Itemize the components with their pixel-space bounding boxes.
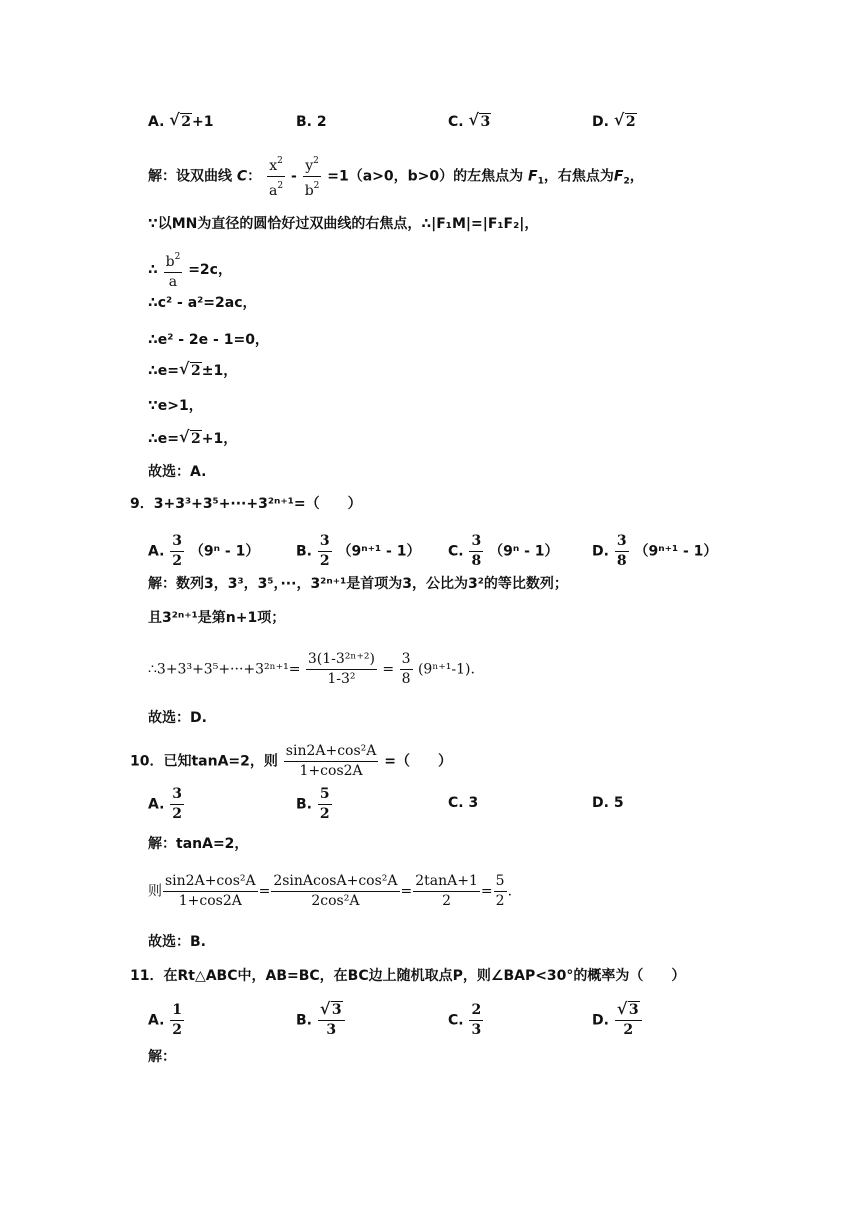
q8-option-a-label: A. [148, 114, 165, 130]
exp: 2 [174, 252, 181, 262]
radicand: 2 [190, 363, 201, 379]
frac-num: 1 [170, 1001, 184, 1021]
equals: = [400, 883, 413, 900]
exp: 2 [313, 181, 320, 191]
radicand: 2 [190, 431, 201, 447]
q11-option-d [592, 1001, 643, 1040]
fraction [469, 1001, 483, 1040]
q11-option-c-label: C. [448, 1012, 464, 1029]
q8-line6-pre: ∴e= [148, 363, 179, 379]
frac-num: 3 [170, 785, 184, 805]
q9-option-b-tail: （9ⁿ⁺¹ - 1） [337, 543, 421, 560]
q10-option-a [148, 785, 185, 824]
fraction [170, 785, 184, 824]
q8-solution-line7: ∵e>1， [148, 398, 203, 414]
q9-option-d-tail: （9ⁿ⁺¹ - 1） [634, 543, 718, 560]
q9-sum-lhs: ∴3+3³+3⁵+···+3²ⁿ⁺¹= [148, 661, 301, 678]
fraction [318, 785, 332, 824]
equals: = [382, 661, 395, 678]
fraction-y2-b2 [303, 152, 322, 201]
q9-solution-line1: 解：数列3，3³，3⁵，···，3²ⁿ⁺¹是首项为3，公比为3²的等比数列； [148, 576, 568, 592]
radicand: 3 [628, 1002, 639, 1018]
q9-solution-sum [148, 650, 475, 689]
q8-option-d-label: D. [592, 114, 609, 130]
frac-den: 2 [172, 806, 183, 822]
fraction [306, 650, 377, 689]
radicand: 2 [625, 114, 636, 130]
sqrt-symbol [614, 112, 637, 132]
q9-option-c [448, 532, 559, 571]
frac-num [615, 1001, 642, 1021]
q9-option-a-label: A. [148, 543, 165, 560]
q9-option-b-label: B. [296, 543, 312, 560]
q9-stem: 9．3+3³+3⁵+···+3²ⁿ⁺¹=（ ） [130, 496, 362, 512]
frac-den: 1-3² [327, 671, 356, 687]
frac-num: 2sinAcosA+cos²A [271, 872, 399, 892]
q10-option-d: D. 5 [592, 795, 624, 811]
q10-option-a-label: A. [148, 796, 165, 813]
frac-den: 8 [471, 553, 482, 569]
frac-den: 2 [623, 1022, 634, 1038]
fraction [318, 532, 332, 571]
q9-option-b [296, 532, 420, 571]
frac-den: 2 [319, 553, 330, 569]
frac-den: 3 [471, 1022, 482, 1038]
fraction [413, 872, 480, 911]
q9-result-tail: (9ⁿ⁺¹-1). [417, 661, 475, 678]
frac-num [267, 152, 285, 177]
frac-den: 1+cos2A [299, 763, 363, 779]
frac-num: 3 [170, 532, 184, 552]
frac-den: 2 [172, 553, 183, 569]
frac-den [303, 177, 322, 201]
equals: = [480, 883, 493, 900]
q8-solution-line5: ∴e² - 2e - 1=0， [148, 332, 269, 348]
q8-option-d [592, 112, 637, 132]
q9-solution-line2: 且3²ⁿ⁺¹是第n+1项； [148, 610, 286, 626]
frac-num: 3 [469, 532, 483, 552]
frac-den: 2 [172, 1022, 183, 1038]
q9-option-c-tail: （9ⁿ - 1） [489, 543, 559, 560]
q8-option-a-tail: +1 [192, 114, 214, 130]
fraction-b2-a [164, 248, 183, 292]
frac-den: a [168, 274, 178, 290]
frac-den: 2 [442, 893, 452, 909]
q8-solution-line1 [148, 152, 644, 201]
frac-num: 5 [494, 872, 507, 892]
q11-option-a-label: A. [148, 1012, 165, 1029]
q9-options-row [148, 532, 718, 572]
fraction [170, 1001, 184, 1040]
q8-condition: =1（a>0，b>0）的左焦点为 [327, 168, 524, 185]
colon: ： [247, 168, 262, 185]
q8-option-b: B. 2 [296, 114, 327, 130]
sqrt-symbol [179, 429, 202, 449]
sub: 2 [623, 176, 630, 187]
fraction [284, 742, 379, 781]
fraction [494, 872, 507, 911]
radicand: 3 [480, 114, 491, 130]
q10-sol2-pre: 则 [148, 883, 162, 900]
q10-option-b [296, 785, 333, 824]
frac-num: 3(1-3²ⁿ⁺²) [306, 650, 377, 670]
q10-solution-line1: 解：tanA=2， [148, 836, 249, 852]
q10-stem [130, 742, 452, 781]
radicand: 3 [331, 1002, 342, 1018]
q8-solution-line4: ∴c² - a²=2ac， [148, 295, 257, 311]
focus-f2: F [613, 168, 624, 185]
q8-option-c-label: C. [448, 114, 464, 130]
q9-option-d-label: D. [592, 543, 609, 560]
q8-mid-text: ，右焦点为 [543, 168, 614, 185]
exp: 2 [277, 156, 283, 166]
frac-den: 2cos²A [311, 893, 360, 909]
q8-line8-pre: ∴e= [148, 431, 179, 447]
sqrt-symbol [169, 112, 192, 132]
q8-solution-line6 [148, 361, 237, 381]
exp: 2 [313, 156, 319, 166]
q8-solution-line3 [148, 248, 232, 292]
fraction [615, 1001, 642, 1040]
q8-solution-line2: ∵以MN为直径的圆恰好过双曲线的右焦点，∴|F₁M|=|F₁F₂|， [148, 216, 539, 232]
q11-option-b-label: B. [296, 1012, 312, 1029]
fraction [400, 650, 413, 689]
fraction [163, 872, 258, 911]
sqrt-symbol [320, 1001, 343, 1020]
frac-num: 3 [318, 532, 332, 552]
fraction [271, 872, 399, 911]
var-x: x [269, 158, 278, 174]
fraction [469, 532, 483, 571]
q10-option-b-label: B. [296, 796, 312, 813]
q8-line3-post: =2c， [188, 262, 232, 278]
q11-option-c [448, 1001, 484, 1040]
frac-den: 8 [401, 671, 411, 687]
fraction-x2-a2 [267, 152, 285, 201]
q8-line6-post: ±1， [201, 363, 238, 379]
q11-option-a [148, 1001, 185, 1040]
var-a: a [269, 183, 278, 199]
q10-stem-pre: 10．已知tanA=2，则 [130, 753, 278, 770]
sqrt-symbol [468, 112, 491, 132]
q8-answer: 故选：A. [148, 464, 207, 480]
frac-den: 3 [326, 1022, 337, 1038]
var-b: b [304, 183, 314, 199]
q8-option-a [148, 112, 214, 132]
q11-option-d-label: D. [592, 1012, 609, 1029]
equals: = [258, 883, 271, 900]
minus: - [291, 168, 297, 185]
q8-sol-prefix: 解：设双曲线 [148, 168, 232, 185]
var-b: b [165, 254, 175, 270]
focus-f1: F [528, 168, 538, 185]
sqrt-symbol [617, 1001, 640, 1020]
q10-options-row [148, 785, 708, 825]
frac-num [164, 248, 183, 273]
radicand: 2 [181, 114, 192, 130]
frac-num: 2 [469, 1001, 483, 1021]
frac-num: 3 [615, 532, 629, 552]
frac-den: 2 [319, 806, 330, 822]
frac-num: 5 [318, 785, 332, 805]
q11-stem: 11．在Rt△ABC中，AB=BC，在BC边上随机取点P，则∠BAP<30°的概率为（ ） [130, 968, 686, 984]
q8-solution-line8 [148, 429, 237, 449]
period: . [507, 883, 513, 900]
var-y: y [305, 158, 314, 174]
frac-num: sin2A+cos²A [284, 742, 379, 762]
q9-answer: 故选：D. [148, 710, 207, 726]
q8-line8-post: +1， [201, 431, 238, 447]
fraction [615, 532, 629, 571]
frac-den: 1+cos2A [178, 893, 242, 909]
q10-solution-line2 [148, 872, 512, 911]
frac-den: 8 [616, 553, 627, 569]
q11-options-row [148, 1001, 708, 1041]
fraction [170, 532, 184, 571]
q10-stem-post: =（ ） [384, 753, 452, 770]
q9-option-c-label: C. [448, 543, 464, 560]
therefore: ∴ [148, 262, 158, 278]
q9-option-d [592, 532, 717, 571]
frac-num: 2tanA+1 [413, 872, 480, 892]
sub: 1 [537, 176, 544, 187]
exp: 2 [277, 181, 284, 191]
q9-option-a-tail: （9ⁿ - 1） [189, 543, 260, 560]
q9-option-a [148, 532, 259, 571]
frac-num [303, 152, 322, 177]
fraction [318, 1001, 345, 1040]
frac-den: 2 [495, 893, 505, 909]
q8-option-c [448, 112, 491, 132]
frac-den [267, 177, 285, 201]
q11-option-b [296, 1001, 346, 1040]
sqrt-symbol [179, 361, 202, 381]
frac-num: 3 [400, 650, 413, 670]
q10-answer: 故选：B. [148, 934, 206, 950]
frac-num: sin2A+cos²A [163, 872, 258, 892]
comma: ， [629, 168, 644, 185]
q11-solution-start: 解： [148, 1049, 176, 1065]
curve-label: C [236, 168, 248, 185]
frac-num [318, 1001, 345, 1021]
q10-option-c: C. 3 [448, 795, 479, 811]
